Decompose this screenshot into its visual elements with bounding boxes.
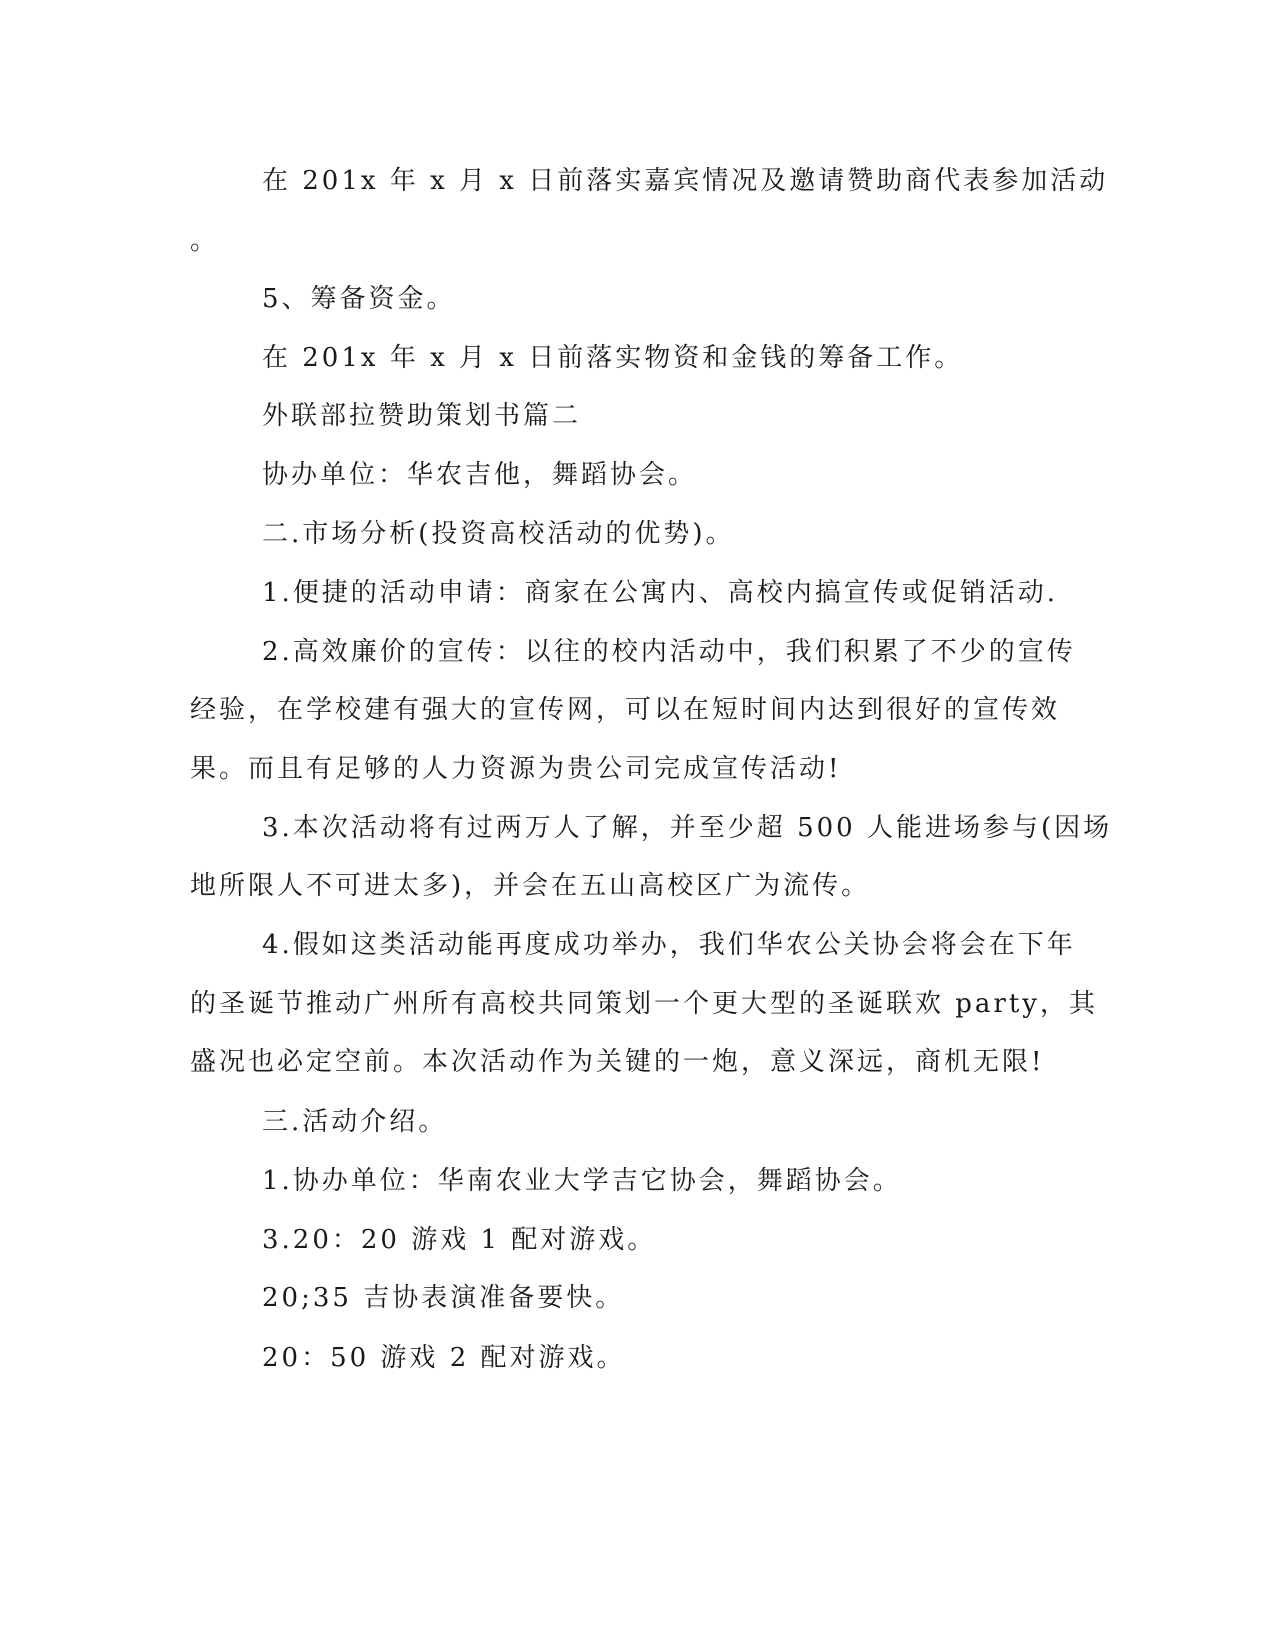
paragraph-line: 3.20：20 游戏 1 配对游戏。 [262, 1225, 657, 1255]
paragraph-line: 果。而且有足够的人力资源为贵公司完成宣传活动! [190, 754, 842, 784]
paragraph-line: 的圣诞节推动广州所有高校共同策划一个更大型的圣诞联欢 party，其 [190, 989, 1098, 1019]
paragraph-line: 20;35 吉协表演准备要快。 [262, 1283, 625, 1313]
paragraph-line: 经验，在学校建有强大的宣传网，可以在短时间内达到很好的宣传效 [190, 695, 1061, 725]
paragraph-line: 2.高效廉价的宣传：以往的校内活动中，我们积累了不少的宣传 [262, 637, 1076, 667]
paragraph-line: 协办单位：华农吉他，舞蹈协会。 [262, 460, 698, 490]
paragraph-line: 二.市场分析(投资高校活动的优势)。 [262, 519, 735, 549]
paragraph-line: 盛况也必定空前。本次活动作为关键的一炮，意义深远，商机无限! [190, 1047, 1045, 1077]
paragraph-line: 在 201x 年 x 月 x 日前落实物资和金钱的筹备工作。 [262, 343, 964, 373]
paragraph-line: 4.假如这类活动能再度成功举办，我们华农公关协会将会在下年 [262, 930, 1076, 960]
paragraph-line: 20：50 游戏 2 配对游戏。 [262, 1343, 626, 1373]
paragraph-line: 5、筹备资金。 [262, 284, 456, 314]
paragraph-line: 三.活动介绍。 [262, 1107, 448, 1137]
section-heading: 外联部拉赞助策划书篇二 [262, 401, 582, 431]
paragraph-line: 地所限人不可进太多)，并会在五山高校区广为流传。 [190, 871, 871, 901]
paragraph-line: 1.便捷的活动申请：商家在公寓内、高校内搞宣传或促销活动. [262, 578, 1059, 608]
paragraph-line: 在 201x 年 x 月 x 日前落实嘉宾情况及邀请赞助商代表参加活动 [262, 166, 1109, 196]
paragraph-line: 3.本次活动将有过两万人了解，并至少超 500 人能进场参与(因场 [262, 813, 1113, 843]
paragraph-line: 。 [190, 226, 220, 256]
paragraph-line: 1.协办单位：华南农业大学吉它协会，舞蹈协会。 [262, 1166, 902, 1196]
